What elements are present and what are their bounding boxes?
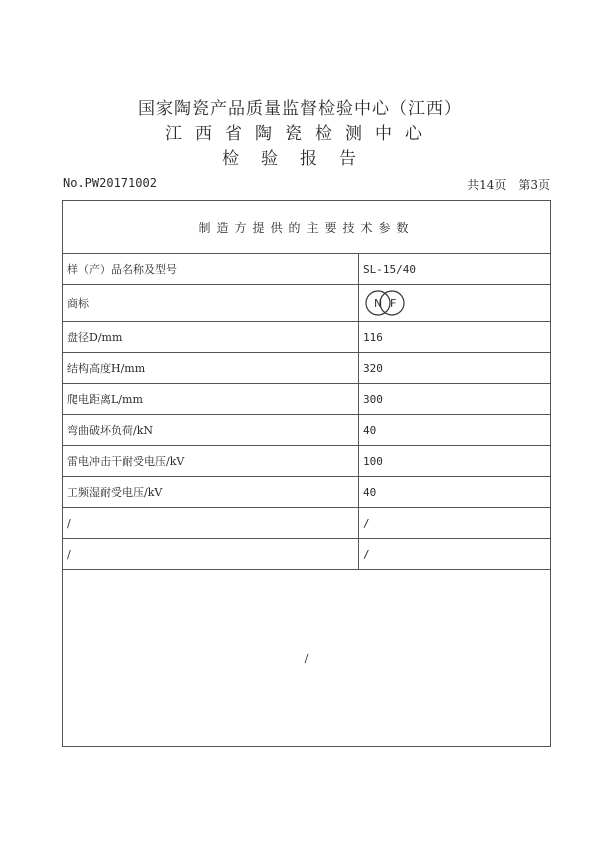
row-value: 320 [359,353,551,384]
trademark-cell [359,285,551,322]
row-label: 爬电距离L/mm [63,384,359,415]
document-number: No.PW20171002 [63,176,157,190]
parameter-table [62,200,551,747]
row-label: / [63,508,359,539]
row-value: 300 [359,384,551,415]
row-value: SL-15/40 [359,254,551,285]
row-value: / [359,539,551,570]
page-indicator [467,176,550,193]
row-value: / [359,508,551,539]
report-title: 检验报告 [222,149,378,169]
report-center-title: 国家陶瓷产品质量监督检验中心（江西） [138,99,462,119]
table-row [63,446,551,477]
row-value: 116 [359,322,551,353]
row-label: / [63,539,359,570]
logo-letter-n: N [374,297,383,310]
table-title: 制造方提供的主要技术参数 [63,201,551,254]
total-pages: 共14页 [467,178,507,192]
current-page: 第3页 [518,178,550,192]
table-row [63,477,551,508]
row-label: 商标 [63,285,359,322]
row-value: 40 [359,415,551,446]
row-label: 结构高度H/mm [63,353,359,384]
row-value: 100 [359,446,551,477]
row-label: 盘径D/mm [63,322,359,353]
row-value: 40 [359,477,551,508]
row-label: 工频湿耐受电压/kV [63,477,359,508]
table-row [63,415,551,446]
row-label: 样（产）品名称及型号 [63,254,359,285]
table-bottom-row [63,570,551,747]
logo-letter-f: F [390,297,397,310]
table-row [63,353,551,384]
row-label: 弯曲破坏负荷/kN [63,415,359,446]
row-label: 雷电冲击干耐受电压/kV [63,446,359,477]
report-center-subtitle: 江西省陶瓷检测中心 [165,124,435,144]
table-title-row [63,201,551,254]
table-row [63,254,551,285]
table-row [63,384,551,415]
table-row [63,539,551,570]
table-row [63,322,551,353]
table-row [63,508,551,539]
table-row [63,285,551,322]
bottom-cell: / [63,570,551,747]
nf-trademark-logo-icon [363,288,407,318]
